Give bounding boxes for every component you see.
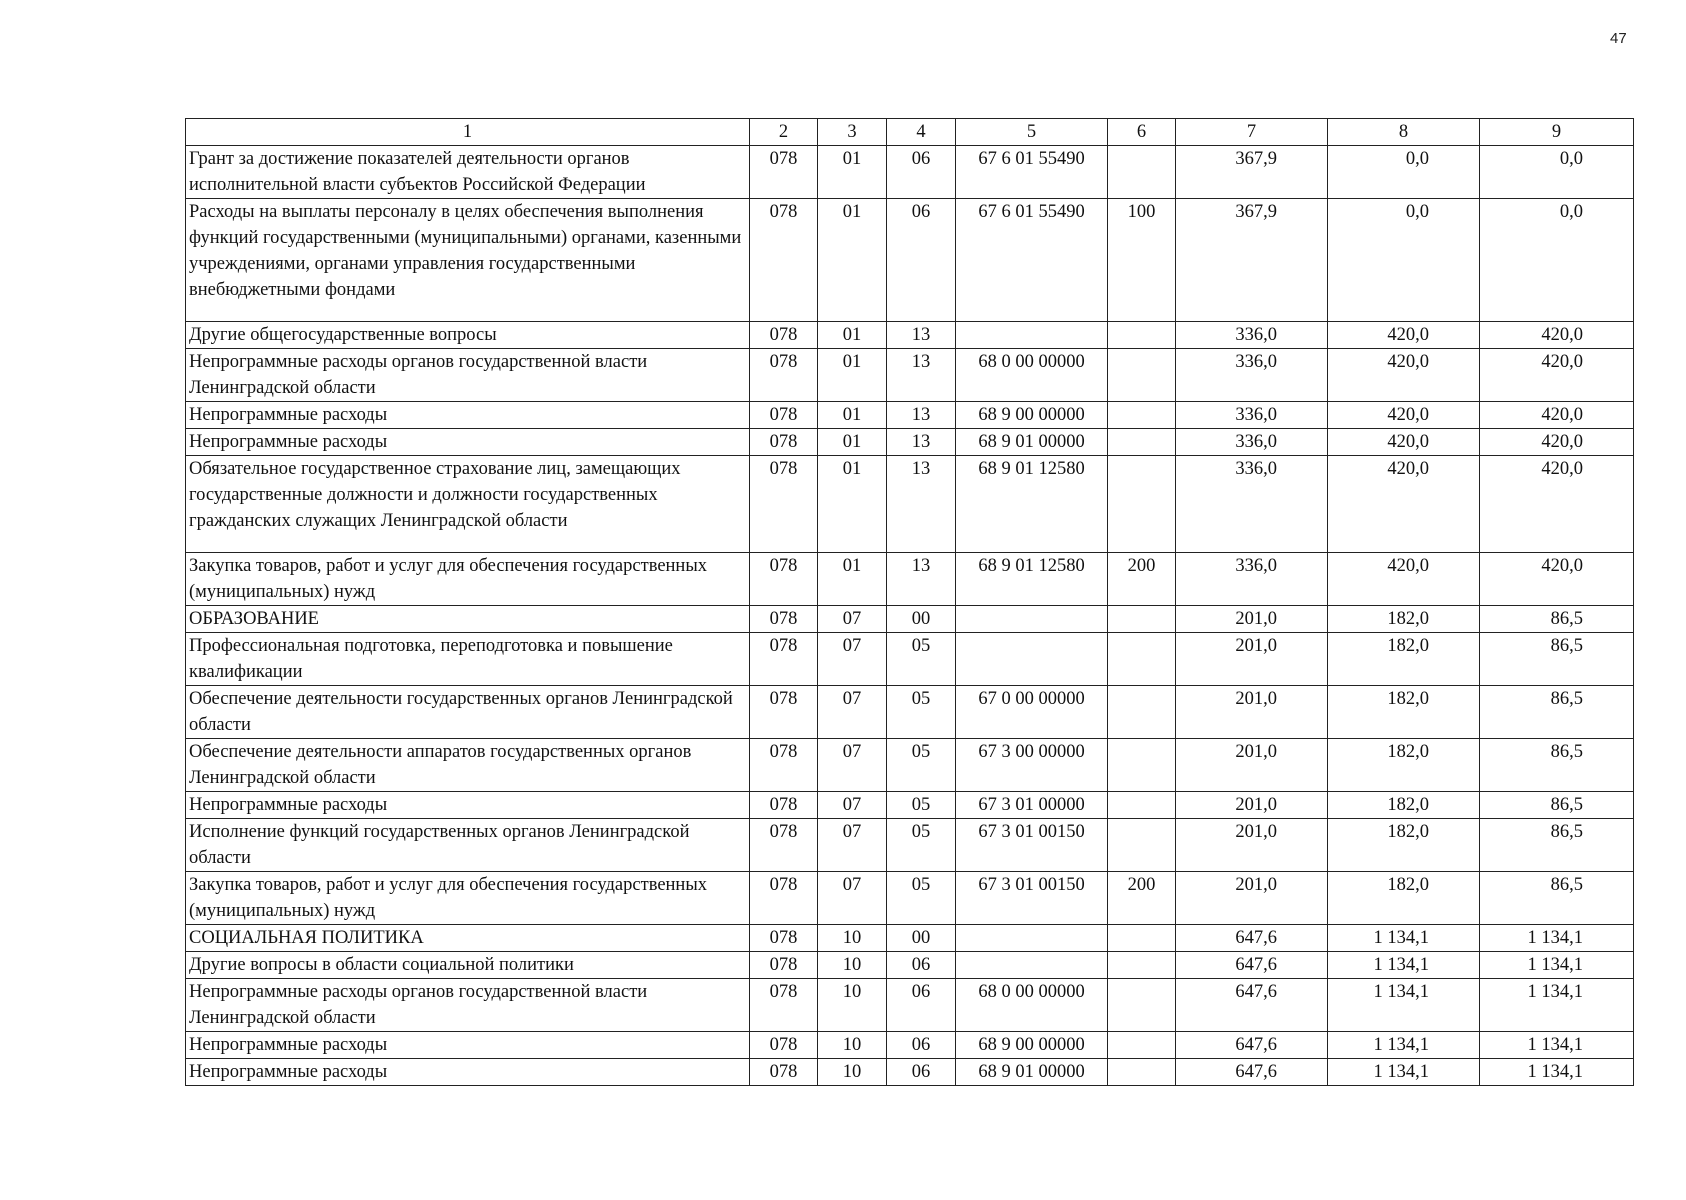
table-row bbox=[186, 952, 1634, 979]
target-article-cell: 68 9 01 00000 bbox=[956, 1059, 1108, 1086]
amount-col7-cell: 336,0 bbox=[1176, 322, 1328, 349]
table-row bbox=[186, 349, 1634, 402]
section-code-cell: 01 bbox=[818, 146, 887, 199]
amount-col8-cell: 182,0 bbox=[1328, 872, 1480, 925]
amount-col9-cell: 420,0 bbox=[1480, 322, 1634, 349]
ministry-code-cell: 078 bbox=[750, 606, 818, 633]
amount-col8-cell: 1 134,1 bbox=[1328, 1032, 1480, 1059]
section-code-cell: 07 bbox=[818, 819, 887, 872]
amount-col7-cell: 647,6 bbox=[1176, 1059, 1328, 1086]
row-name-cell: СОЦИАЛЬНАЯ ПОЛИТИКА bbox=[186, 925, 750, 952]
target-article-cell: 68 9 01 12580 bbox=[956, 456, 1108, 553]
section-code-cell: 07 bbox=[818, 872, 887, 925]
amount-col9-cell: 0,0 bbox=[1480, 146, 1634, 199]
amount-col9-cell: 1 134,1 bbox=[1480, 925, 1634, 952]
column-header-3: 3 bbox=[818, 119, 887, 146]
table-row bbox=[186, 553, 1634, 606]
ministry-code-cell: 078 bbox=[750, 925, 818, 952]
amount-col8-cell: 1 134,1 bbox=[1328, 925, 1480, 952]
page-number: 47 bbox=[1610, 30, 1627, 47]
subsection-code-cell: 05 bbox=[887, 686, 956, 739]
subsection-code-cell: 13 bbox=[887, 456, 956, 553]
table-row bbox=[186, 686, 1634, 739]
target-article-cell: 68 0 00 00000 bbox=[956, 979, 1108, 1032]
amount-col9-cell: 1 134,1 bbox=[1480, 1032, 1634, 1059]
row-name-cell: Обеспечение деятельности аппаратов государственных органов Ленинградской области bbox=[186, 739, 750, 792]
ministry-code-cell: 078 bbox=[750, 633, 818, 686]
expense-type-cell bbox=[1108, 739, 1176, 792]
ministry-code-cell: 078 bbox=[750, 819, 818, 872]
target-article-cell: 67 3 01 00150 bbox=[956, 872, 1108, 925]
target-article-cell bbox=[956, 606, 1108, 633]
target-article-cell: 67 0 00 00000 bbox=[956, 686, 1108, 739]
section-code-cell: 10 bbox=[818, 1059, 887, 1086]
row-name-cell: Непрограммные расходы bbox=[186, 1059, 750, 1086]
column-header-8: 8 bbox=[1328, 119, 1480, 146]
table-row bbox=[186, 1059, 1634, 1086]
amount-col7-cell: 647,6 bbox=[1176, 952, 1328, 979]
expense-type-cell bbox=[1108, 952, 1176, 979]
expense-type-cell bbox=[1108, 686, 1176, 739]
amount-col8-cell: 1 134,1 bbox=[1328, 1059, 1480, 1086]
amount-col8-cell: 182,0 bbox=[1328, 633, 1480, 686]
section-code-cell: 01 bbox=[818, 402, 887, 429]
amount-col7-cell: 336,0 bbox=[1176, 553, 1328, 606]
amount-col7-cell: 336,0 bbox=[1176, 456, 1328, 553]
expense-type-cell bbox=[1108, 1059, 1176, 1086]
subsection-code-cell: 13 bbox=[887, 322, 956, 349]
row-name-cell: Исполнение функций государственных органов Ленинградской области bbox=[186, 819, 750, 872]
amount-col7-cell: 336,0 bbox=[1176, 429, 1328, 456]
table-row bbox=[186, 322, 1634, 349]
row-name-cell: Грант за достижение показателей деятельности органов исполнительной власти субъектов Российской Федерации bbox=[186, 146, 750, 199]
column-header-4: 4 bbox=[887, 119, 956, 146]
amount-col9-cell: 86,5 bbox=[1480, 686, 1634, 739]
amount-col9-cell: 1 134,1 bbox=[1480, 1059, 1634, 1086]
amount-col7-cell: 336,0 bbox=[1176, 402, 1328, 429]
amount-col7-cell: 201,0 bbox=[1176, 872, 1328, 925]
ministry-code-cell: 078 bbox=[750, 1032, 818, 1059]
section-code-cell: 01 bbox=[818, 456, 887, 553]
section-code-cell: 10 bbox=[818, 1032, 887, 1059]
expense-type-cell bbox=[1108, 633, 1176, 686]
table-row bbox=[186, 429, 1634, 456]
row-name-cell: Расходы на выплаты персоналу в целях обеспечения выполнения функций государственными (муниципальными) органами, казенными учреждениями, органами управления государственными внебюджетными фондами bbox=[186, 199, 750, 322]
row-name-cell: Закупка товаров, работ и услуг для обеспечения государственных (муниципальных) нужд bbox=[186, 872, 750, 925]
target-article-cell: 67 3 00 00000 bbox=[956, 739, 1108, 792]
table-row bbox=[186, 819, 1634, 872]
table-row bbox=[186, 456, 1634, 553]
amount-col9-cell: 420,0 bbox=[1480, 349, 1634, 402]
amount-col8-cell: 182,0 bbox=[1328, 739, 1480, 792]
table-row bbox=[186, 1032, 1634, 1059]
table-row bbox=[186, 606, 1634, 633]
table-row bbox=[186, 792, 1634, 819]
expense-type-cell: 200 bbox=[1108, 553, 1176, 606]
expense-type-cell bbox=[1108, 792, 1176, 819]
ministry-code-cell: 078 bbox=[750, 553, 818, 606]
row-name-cell: Закупка товаров, работ и услуг для обеспечения государственных (муниципальных) нужд bbox=[186, 553, 750, 606]
amount-col9-cell: 86,5 bbox=[1480, 633, 1634, 686]
amount-col7-cell: 336,0 bbox=[1176, 349, 1328, 402]
amount-col9-cell: 0,0 bbox=[1480, 199, 1634, 322]
amount-col7-cell: 201,0 bbox=[1176, 819, 1328, 872]
table-row bbox=[186, 872, 1634, 925]
column-header-2: 2 bbox=[750, 119, 818, 146]
section-code-cell: 10 bbox=[818, 952, 887, 979]
amount-col7-cell: 201,0 bbox=[1176, 606, 1328, 633]
row-name-cell: Другие вопросы в области социальной политики bbox=[186, 952, 750, 979]
amount-col9-cell: 86,5 bbox=[1480, 739, 1634, 792]
amount-col9-cell: 420,0 bbox=[1480, 429, 1634, 456]
ministry-code-cell: 078 bbox=[750, 199, 818, 322]
subsection-code-cell: 06 bbox=[887, 1032, 956, 1059]
ministry-code-cell: 078 bbox=[750, 686, 818, 739]
amount-col9-cell: 420,0 bbox=[1480, 402, 1634, 429]
target-article-cell: 68 9 00 00000 bbox=[956, 402, 1108, 429]
amount-col7-cell: 201,0 bbox=[1176, 633, 1328, 686]
subsection-code-cell: 00 bbox=[887, 606, 956, 633]
expense-type-cell bbox=[1108, 402, 1176, 429]
subsection-code-cell: 05 bbox=[887, 792, 956, 819]
section-code-cell: 07 bbox=[818, 792, 887, 819]
amount-col8-cell: 1 134,1 bbox=[1328, 979, 1480, 1032]
ministry-code-cell: 078 bbox=[750, 456, 818, 553]
target-article-cell: 67 3 01 00000 bbox=[956, 792, 1108, 819]
subsection-code-cell: 05 bbox=[887, 739, 956, 792]
amount-col7-cell: 201,0 bbox=[1176, 686, 1328, 739]
amount-col8-cell: 0,0 bbox=[1328, 146, 1480, 199]
amount-col9-cell: 1 134,1 bbox=[1480, 952, 1634, 979]
subsection-code-cell: 13 bbox=[887, 349, 956, 402]
target-article-cell bbox=[956, 952, 1108, 979]
expense-type-cell bbox=[1108, 819, 1176, 872]
amount-col9-cell: 86,5 bbox=[1480, 606, 1634, 633]
expense-type-cell bbox=[1108, 925, 1176, 952]
column-header-5: 5 bbox=[956, 119, 1108, 146]
amount-col8-cell: 1 134,1 bbox=[1328, 952, 1480, 979]
subsection-code-cell: 06 bbox=[887, 952, 956, 979]
subsection-code-cell: 05 bbox=[887, 633, 956, 686]
column-header-6: 6 bbox=[1108, 119, 1176, 146]
amount-col7-cell: 647,6 bbox=[1176, 1032, 1328, 1059]
ministry-code-cell: 078 bbox=[750, 1059, 818, 1086]
row-name-cell: Непрограммные расходы bbox=[186, 792, 750, 819]
table-row bbox=[186, 739, 1634, 792]
row-name-cell: Обеспечение деятельности государственных органов Ленинградской области bbox=[186, 686, 750, 739]
subsection-code-cell: 13 bbox=[887, 402, 956, 429]
amount-col7-cell: 647,6 bbox=[1176, 925, 1328, 952]
amount-col7-cell: 201,0 bbox=[1176, 792, 1328, 819]
subsection-code-cell: 13 bbox=[887, 553, 956, 606]
row-name-cell: ОБРАЗОВАНИЕ bbox=[186, 606, 750, 633]
ministry-code-cell: 078 bbox=[750, 322, 818, 349]
amount-col9-cell: 86,5 bbox=[1480, 819, 1634, 872]
header-row bbox=[186, 119, 1634, 146]
target-article-cell bbox=[956, 925, 1108, 952]
amount-col8-cell: 420,0 bbox=[1328, 456, 1480, 553]
expense-type-cell bbox=[1108, 1032, 1176, 1059]
budget-table bbox=[185, 118, 1634, 1086]
section-code-cell: 01 bbox=[818, 429, 887, 456]
row-name-cell: Непрограммные расходы органов государственной власти Ленинградской области bbox=[186, 349, 750, 402]
amount-col7-cell: 367,9 bbox=[1176, 199, 1328, 322]
subsection-code-cell: 06 bbox=[887, 979, 956, 1032]
column-header-9: 9 bbox=[1480, 119, 1634, 146]
target-article-cell: 68 9 00 00000 bbox=[956, 1032, 1108, 1059]
subsection-code-cell: 00 bbox=[887, 925, 956, 952]
target-article-cell: 68 0 00 00000 bbox=[956, 349, 1108, 402]
expense-type-cell: 100 bbox=[1108, 199, 1176, 322]
table-row bbox=[186, 633, 1634, 686]
amount-col8-cell: 420,0 bbox=[1328, 349, 1480, 402]
expense-type-cell bbox=[1108, 349, 1176, 402]
row-name-cell: Другие общегосударственные вопросы bbox=[186, 322, 750, 349]
subsection-code-cell: 06 bbox=[887, 1059, 956, 1086]
section-code-cell: 01 bbox=[818, 349, 887, 402]
section-code-cell: 07 bbox=[818, 606, 887, 633]
amount-col9-cell: 420,0 bbox=[1480, 553, 1634, 606]
column-header-7: 7 bbox=[1176, 119, 1328, 146]
amount-col9-cell: 86,5 bbox=[1480, 872, 1634, 925]
expense-type-cell bbox=[1108, 146, 1176, 199]
table-row bbox=[186, 979, 1634, 1032]
amount-col9-cell: 420,0 bbox=[1480, 456, 1634, 553]
expense-type-cell bbox=[1108, 979, 1176, 1032]
ministry-code-cell: 078 bbox=[750, 349, 818, 402]
target-article-cell: 67 3 01 00150 bbox=[956, 819, 1108, 872]
section-code-cell: 10 bbox=[818, 925, 887, 952]
amount-col7-cell: 367,9 bbox=[1176, 146, 1328, 199]
section-code-cell: 01 bbox=[818, 553, 887, 606]
amount-col9-cell: 86,5 bbox=[1480, 792, 1634, 819]
ministry-code-cell: 078 bbox=[750, 792, 818, 819]
amount-col8-cell: 420,0 bbox=[1328, 553, 1480, 606]
ministry-code-cell: 078 bbox=[750, 402, 818, 429]
expense-type-cell bbox=[1108, 429, 1176, 456]
ministry-code-cell: 078 bbox=[750, 872, 818, 925]
subsection-code-cell: 06 bbox=[887, 146, 956, 199]
row-name-cell: Непрограммные расходы bbox=[186, 402, 750, 429]
amount-col8-cell: 182,0 bbox=[1328, 606, 1480, 633]
ministry-code-cell: 078 bbox=[750, 739, 818, 792]
ministry-code-cell: 078 bbox=[750, 952, 818, 979]
amount-col9-cell: 1 134,1 bbox=[1480, 979, 1634, 1032]
target-article-cell: 67 6 01 55490 bbox=[956, 146, 1108, 199]
table-row bbox=[186, 199, 1634, 322]
section-code-cell: 10 bbox=[818, 979, 887, 1032]
amount-col7-cell: 647,6 bbox=[1176, 979, 1328, 1032]
subsection-code-cell: 13 bbox=[887, 429, 956, 456]
amount-col8-cell: 420,0 bbox=[1328, 402, 1480, 429]
row-name-cell: Обязательное государственное страхование лиц, замещающих государственные должности и должности государственных гражданских служащих Ленинградской области bbox=[186, 456, 750, 553]
subsection-code-cell: 05 bbox=[887, 819, 956, 872]
target-article-cell: 68 9 01 00000 bbox=[956, 429, 1108, 456]
expense-type-cell bbox=[1108, 606, 1176, 633]
expense-type-cell: 200 bbox=[1108, 872, 1176, 925]
amount-col8-cell: 182,0 bbox=[1328, 792, 1480, 819]
row-name-cell: Профессиональная подготовка, переподготовка и повышение квалификации bbox=[186, 633, 750, 686]
amount-col8-cell: 182,0 bbox=[1328, 686, 1480, 739]
target-article-cell bbox=[956, 633, 1108, 686]
section-code-cell: 01 bbox=[818, 322, 887, 349]
section-code-cell: 07 bbox=[818, 739, 887, 792]
target-article-cell: 67 6 01 55490 bbox=[956, 199, 1108, 322]
column-header-1: 1 bbox=[186, 119, 750, 146]
row-name-cell: Непрограммные расходы bbox=[186, 429, 750, 456]
subsection-code-cell: 05 bbox=[887, 872, 956, 925]
expense-type-cell bbox=[1108, 456, 1176, 553]
row-name-cell: Непрограммные расходы bbox=[186, 1032, 750, 1059]
table-row bbox=[186, 146, 1634, 199]
target-article-cell: 68 9 01 12580 bbox=[956, 553, 1108, 606]
table-row bbox=[186, 925, 1634, 952]
row-name-cell: Непрограммные расходы органов государственной власти Ленинградской области bbox=[186, 979, 750, 1032]
amount-col8-cell: 420,0 bbox=[1328, 429, 1480, 456]
target-article-cell bbox=[956, 322, 1108, 349]
amount-col7-cell: 201,0 bbox=[1176, 739, 1328, 792]
amount-col8-cell: 0,0 bbox=[1328, 199, 1480, 322]
section-code-cell: 01 bbox=[818, 199, 887, 322]
ministry-code-cell: 078 bbox=[750, 429, 818, 456]
section-code-cell: 07 bbox=[818, 633, 887, 686]
section-code-cell: 07 bbox=[818, 686, 887, 739]
table-row bbox=[186, 402, 1634, 429]
expense-type-cell bbox=[1108, 322, 1176, 349]
subsection-code-cell: 06 bbox=[887, 199, 956, 322]
ministry-code-cell: 078 bbox=[750, 146, 818, 199]
amount-col8-cell: 182,0 bbox=[1328, 819, 1480, 872]
amount-col8-cell: 420,0 bbox=[1328, 322, 1480, 349]
ministry-code-cell: 078 bbox=[750, 979, 818, 1032]
table-body bbox=[186, 146, 1634, 1086]
